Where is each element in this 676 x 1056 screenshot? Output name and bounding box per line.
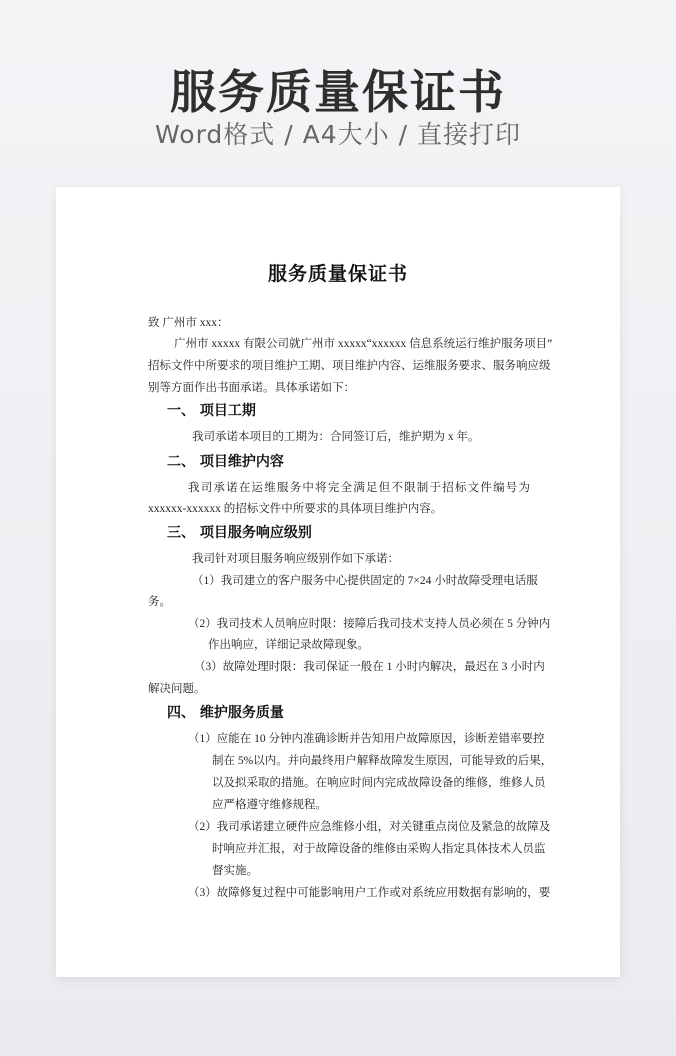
intro-line: 广州市 xxxxx 有限公司就广州市 xxxxx“xxxxxx 信息系统运行维护服务项目” xyxy=(174,338,553,350)
section-line: 时响应并汇报，对于故障设备的维修由采购人指定具体技术人员监 xyxy=(212,843,546,855)
intro-line: 别等方面作出书面承诺。具体承诺如下： xyxy=(148,382,355,394)
section-heading: 二、 项目维护内容 xyxy=(167,454,284,470)
section-line: （1）应能在 10 分钟内准确诊断并告知用户故障原因，诊断差错率要控 xyxy=(188,733,545,745)
recipient-line: 致 广州市 xxx： xyxy=(148,317,229,329)
section-line: （2）我司承诺建立硬件应急维修小组，对关键重点岗位及紧急的故障及 xyxy=(188,821,551,833)
section-line: 应严格遵守维修规程。 xyxy=(212,799,327,811)
promo-subtitle: Word格式 / A4大小 / 直接打印 xyxy=(155,120,521,149)
section-line: 以及拟采取的措施。在响应时间内完成故障设备的维修，维修人员 xyxy=(212,777,546,789)
document-title: 服务质量保证书 xyxy=(267,263,408,285)
section-line: 我司承诺在运维服务中将完全满足但不限制于招标文件编号为 xyxy=(188,482,530,494)
promo-title: 服务质量保证书 xyxy=(170,65,506,119)
section-heading: 一、 项目工期 xyxy=(167,403,256,419)
section-line: （1）我司建立的客户服务中心提供固定的 7×24 小时故障受理电话服 xyxy=(192,575,538,587)
section-line: 督实施。 xyxy=(212,865,258,877)
section-line: 我司针对项目服务响应级别作如下承诺： xyxy=(192,553,399,565)
section-line: （3）故障处理时限：我司保证一般在 1 小时内解决，最迟在 3 小时内 xyxy=(194,661,545,673)
section-line: 解决问题。 xyxy=(148,683,206,695)
section-line: xxxxxx-xxxxxx 的招标文件中所要求的具体项目维护内容。 xyxy=(148,503,443,515)
section-line: （2）我司技术人员响应时限：接障后我司技术支持人员必须在 5 分钟内 xyxy=(188,618,551,630)
section-line: 务。 xyxy=(148,596,171,608)
section-line: 制在 5%以内。并向最终用户解释故障发生原因，可能导致的后果， xyxy=(212,755,553,767)
section-line: 作出响应，详细记录故障现象。 xyxy=(208,639,369,651)
section-heading: 四、 维护服务质量 xyxy=(167,705,284,721)
intro-line: 招标文件中所要求的项目维护工期、项目维护内容、运维服务要求、服务响应级 xyxy=(148,360,551,372)
section-heading: 三、 项目服务响应级别 xyxy=(167,525,312,541)
section-line: （3）故障修复过程中可能影响用户工作或对系统应用数据有影响的，要 xyxy=(188,887,551,899)
section-line: 我司承诺本项目的工期为：合同签订后，维护期为 x 年。 xyxy=(192,431,480,443)
document-page xyxy=(56,187,620,977)
